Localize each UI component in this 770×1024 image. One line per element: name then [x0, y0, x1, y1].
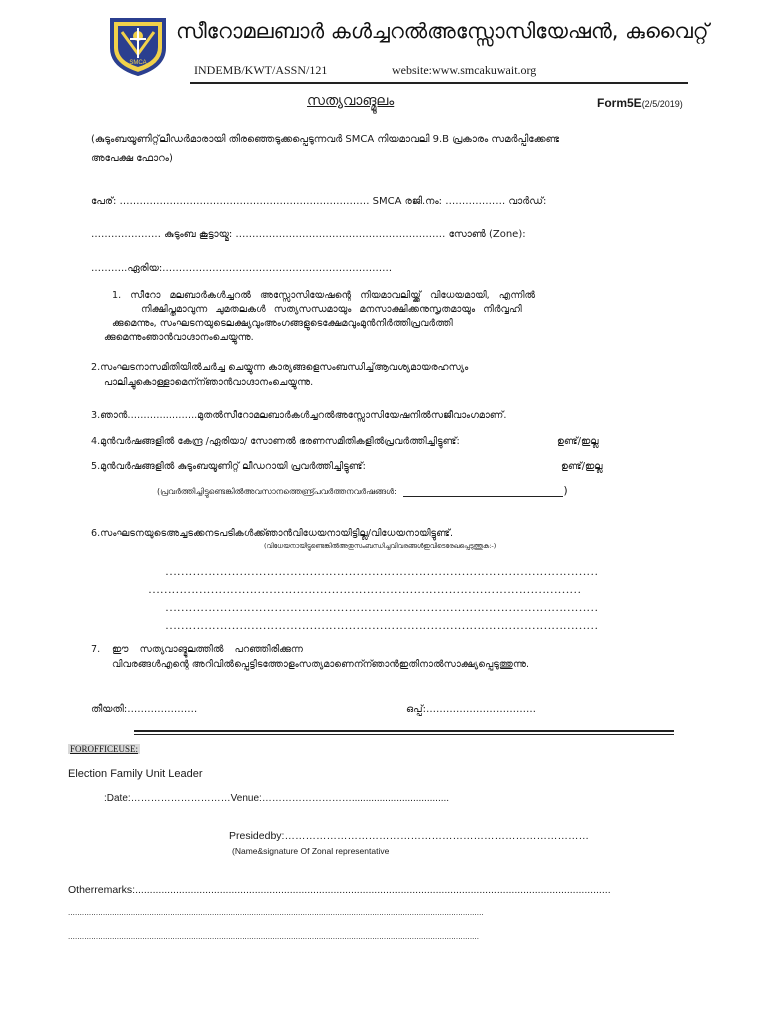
item-1-line2: നിക്ഷിപ്തമാവുന്ന ചുമതലകൾ സത്യസന്ധമായും മനസാക്ഷിക്കനുസൃതമായും നിർവ്വഹി: [141, 304, 522, 315]
form-subtitle-line1: (കുടുംബയൂണിറ്റ്‌ലീഡർമാരായി തിരഞ്ഞെടുക്കപ്പെടുന്നവർ SMCA നിയമാവലി 9.B പ്രകാരം സമർപ്പിക്കേണ്ട: [91, 134, 560, 145]
date-field[interactable]: തീയതി:…………………: [91, 704, 198, 715]
item-7-line2: വിവരങ്ങൾഎന്റെ അറിവിൽപ്പെട്ടിടത്തോളംസത്യമാണെന്ന്ഞാൻഇതിനാൽസാക്ഷ്യപ്പെടുത്തുന്നു.: [112, 659, 530, 670]
item-1-line4: ക്കുമെന്നുംഞാൻവാഗ്ദാനംചെയ്യുന്നു.: [104, 332, 254, 343]
form-subtitle-line2: അപേക്ഷ ഫോറം): [91, 153, 173, 164]
website: website:www.smcakuwait.org: [392, 63, 537, 77]
details-line-2[interactable]: …………………………………………………………………………………………………: [148, 582, 581, 596]
office-use-heading: FOROFFICEUSE:: [70, 744, 139, 754]
item-4: 4.മുൻവർഷങ്ങളിൽ കേന്ദ്ര /ഏരിയാ/ സോണൽ ഭരണസമിതികളിൽപ്രവർത്തിച്ചിട്ടുണ്ട്:: [91, 436, 460, 447]
area-field[interactable]: ………..ഏരിയ:……………………………………………………………: [91, 263, 393, 274]
item-4-answer[interactable]: ഉണ്ട്/ഇല്ല: [557, 436, 599, 447]
form-number: [597, 96, 683, 110]
signature-rule-1: [134, 730, 674, 732]
details-line-4[interactable]: …………………………………………………………………………………………………: [165, 618, 598, 632]
item-1-line3: ക്കുമെന്നും, സംഘടനയുടെലക്ഷ്യവുംഅംഗങ്ങളുടെക്ഷേമവുംമുൻനിർത്തിപ്രവർത്തി: [112, 318, 453, 329]
other-remarks-field[interactable]: Otherremarks:...................................................................................................................................................................: [68, 884, 611, 896]
item-7-number: 7.: [91, 644, 101, 655]
remarks-line-2[interactable]: ...................................................................................................................................................................................: [68, 908, 484, 917]
item-5-note-close: ): [563, 484, 568, 497]
signature-rule-2: [134, 734, 674, 735]
item-6: 6.സംഘടനയുടെഅച്ചടക്കനടപടികൾക്ക്ഞാൻവിധേയനായിട്ടില്ല/വിധേയനായിട്ടുണ്ട്.: [91, 528, 454, 539]
item-3: 3.ഞാൻ…………..……..മുതൽസീറോമലബാർകൾച്ചറൽഅസ്സോസിയേഷനിൽസജീവാംഗമാണ്.: [91, 410, 507, 421]
remarks-line-3[interactable]: .................................................................................................................................................................................: [68, 932, 480, 941]
details-line-3[interactable]: …………………………………………………………………………………………………: [165, 600, 598, 614]
org-name: സീറോമലബാർ കൾച്ചറൽഅസ്സോസിയേഷൻ, കുവൈറ്റ്: [176, 19, 709, 43]
details-line-1[interactable]: …………………………………………………………………………………………………: [165, 564, 598, 578]
name-field[interactable]: പേര്: ………………………………………………………………… SMCA രജി.നം: ……………… വാർഡ്:: [91, 196, 547, 207]
registration-number: INDEMB/KWT/ASSN/121: [194, 63, 328, 77]
election-label: Election Family Unit Leader: [68, 768, 203, 780]
item-5: 5.മുൻവർഷങ്ങളിൽ കുടുംബയൂണിറ്റ് ലീഡറായി പ്രവർത്തിച്ചിട്ടുണ്ട്:: [91, 461, 366, 472]
item-2-line1: 2.സംഘടനാസമിതിയിൽചർച്ച ചെയ്യുന്ന കാര്യങ്ങളെസംബന്ധിച്ച്ആവശ്യമായരഹസ്യം: [91, 362, 469, 373]
item-2-line2: പാലിച്ചുകൊള്ളാമെന്ന്ഞാൻവാഗ്ദാനംചെയ്യുന്നു.: [104, 377, 314, 388]
family-field[interactable]: ………………… കുടുംബ കൂട്ടായ്മ: ……………………………………………………… സോൺ (Zone):: [91, 229, 526, 240]
signature-field[interactable]: ഒപ്പ്:……………………………: [406, 704, 536, 715]
item-5-note: [157, 484, 568, 497]
presided-by-field[interactable]: Presidedby:……………………………………………………………………………: [229, 830, 589, 842]
presided-note: (Name&signature Of Zonal representative: [232, 846, 390, 856]
smca-logo: [108, 14, 168, 76]
item-6-note: (വിധേയനായിട്ടുണ്ടെങ്കിൽഅതുസംബന്ധിച്ചവിവരങ്ങൾഇവിടെരേഖപ്പെടുത്തുക:-): [264, 542, 497, 550]
date-venue-field[interactable]: :Date:…………………………Venue:………………………...................................: [104, 793, 450, 804]
item-5-note-text: (പ്രവർത്തിച്ചിട്ടുണ്ടെങ്കിൽഅവസാനത്തെണ്ട്പ്രവർത്തനവർഷങ്ങൾ:: [157, 487, 397, 496]
form-title: സത്യവാങ്മൂലം: [307, 93, 395, 109]
item-1-line1: 1. സീറോ മലബാർകൾച്ചറൽ അസ്സോസിയേഷന്റെ നിയമാവലിയ്ക്ക് വിധേയമായി, എന്നിൽ: [112, 290, 536, 301]
item-5-answer[interactable]: ഉണ്ട്/ഇല്ല: [561, 461, 603, 472]
form-number-label: Form5E: [597, 96, 642, 110]
logo-text: SMCA: [129, 60, 147, 66]
item-7-line1: ഈ സത്യവാങ്മൂലത്തിൽ പറഞ്ഞിരിക്കുന്ന: [112, 644, 303, 655]
header-rule: [190, 82, 688, 84]
years-input-line[interactable]: [403, 496, 563, 497]
form-date: (2/5/2019): [641, 99, 683, 109]
